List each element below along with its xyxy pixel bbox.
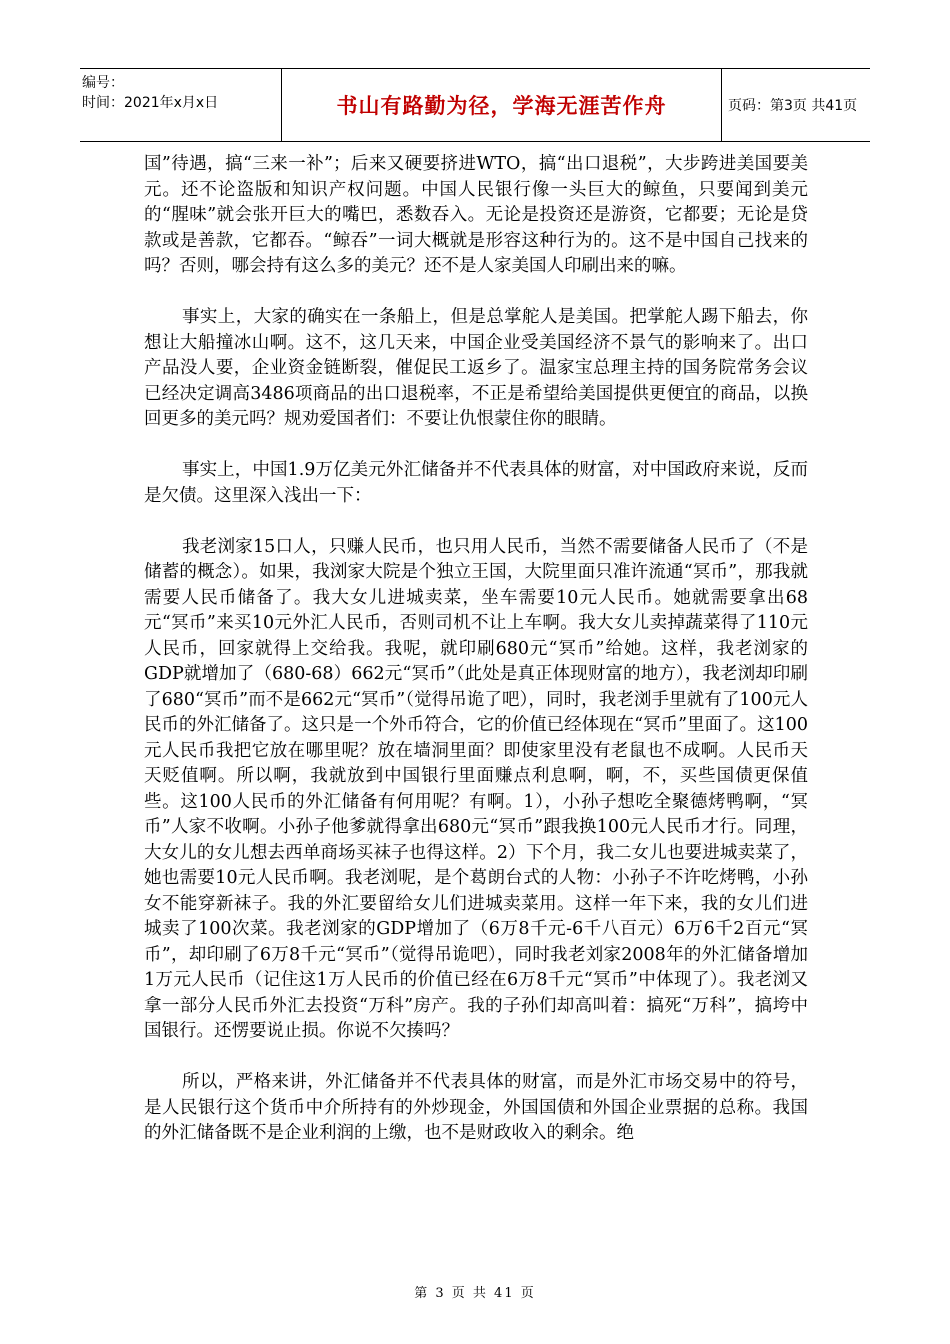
- header-page-info: 页码：第3页 共41页: [728, 98, 858, 114]
- document-body: [144, 152, 808, 1172]
- body-paragraph: 所以，严格来讲，外汇储备并不代表具体的财富，而是外汇市场交易中的符号，是人民银行这个货币中介所持有的外炒现金，外国国债和外国企业票据的总称。我国的外汇储备既不是企业利润的上缴，也不是财政收入的剩余。绝: [144, 1072, 808, 1143]
- header-motto: 书山有路勤为径，学海无涯苦作舟: [336, 94, 667, 118]
- document-time-label: 时间：2021年x月x日: [82, 95, 219, 111]
- body-paragraph: 事实上，大家的确实在一条船上，但是总掌舵人是美国。把掌舵人踢下船去，你想让大船撞冰山啊。这不，这几天来，中国企业受美国经济不景气的影响来了。出口产品没人要，企业资金链断裂，催促民工返乡了。温家宝总理主持的国务院常务会议已经决定调高3486项商品的出口退税率，不正是希望给美国提供更便宜的商品，以换回更多的美元吗？规劝爱国者们：不要让仇恨蒙住你的眼睛。: [144, 307, 808, 429]
- body-paragraph: 我老浏家15口人，只赚人民币，也只用人民币，当然不需要储备人民币了（不是储蓄的概念）。如果，我浏家大院是个独立王国，大院里面只准许流通“冥币”，那我就需要人民币储备了。我大女儿进城卖菜，坐车需要10元人民币。她就需要拿出68元“冥币”来买10元外汇人民币，否则司机不让上车啊。我大女儿卖掉蔬菜得了110元人民币，回家就得上交给我。我呢，就印刷680元“冥币”给她。这样，我老浏家的GDP就增加了（680-68）662元“冥币”（此处是真正体现财富的地方），我老浏却印刷了680“冥币”而不是662元“冥币”（觉得吊诡了吧），同时，我老浏手里就有了100元人民币的外汇储备了。这只是一个外币符合，它的价值已经体现在“冥币”里面了。这100元人民币我把它放在哪里呢？放在墙洞里面？即使家里没有老鼠也不成啊。人民币天天贬值啊。所以啊，我就放到中国银行里面赚点利息啊，啊，不，买些国债更保值些。这100人民币的外汇储备有何用呢？有啊。1），小孙子想吃全聚德烤鸭啊，“冥币”人家不收啊。小孙子他爹就得拿出680元“冥币”跟我换100元人民币才行。同理，大女儿的女儿想去西单商场买袜子也得这样。2）下个月，我二女儿也要进城卖菜了，她也需要10元人民币啊。我老浏呢，是个葛朗台式的人物：小孙子不许吃烤鸭，小孙女不能穿新袜子。我的外汇要留给女儿们进城卖菜用。这样一年下来，我的女儿们进城卖了100次菜。我老浏家的GDP增加了（6万8千元-6千八百元）6万6千2百元“冥币”，却印刷了6万8千元“冥币”（觉得吊诡吧），同时我老刘家2008年的外汇储备增加1万元人民币（记住这1万人民币的价值已经在6万8千元“冥币”中体现了）。我老浏又拿一部分人民币外汇去投资“万科”房产。我的子孙们却高叫着：搞死“万科”，搞垮中国银行。还愣要说止损。你说不欠揍吗？: [144, 536, 808, 1041]
- body-paragraph: 国”待遇，搞“三来一补”；后来又硬要挤进WTO，搞“出口退税”，大步跨进美国要美元。还不论盗版和知识产权问题。中国人民银行像一头巨大的鲸鱼，只要闻到美元的“腥味”就会张开巨大的嘴巴，悉数吞入。无论是投资还是游资，它都要；无论是贷款或是善款，它都吞。“鲸吞”一词大概就是形容这种行为的。这不是中国自己找来的吗？否则，哪会持有这么多的美元？还不是人家美国人印刷出来的嘛。: [144, 154, 808, 276]
- header-meta: [80, 69, 282, 141]
- header-motto-cell: [282, 69, 722, 141]
- page-footer: 第 3 页 共 41 页: [414, 1286, 536, 1301]
- body-paragraph: 事实上，中国1.9万亿美元外汇储备并不代表具体的财富，对中国政府来说，反而是欠债。这里深入浅出一下：: [144, 460, 808, 506]
- header-table: [80, 68, 870, 142]
- document-number-label: 编号：: [82, 75, 124, 91]
